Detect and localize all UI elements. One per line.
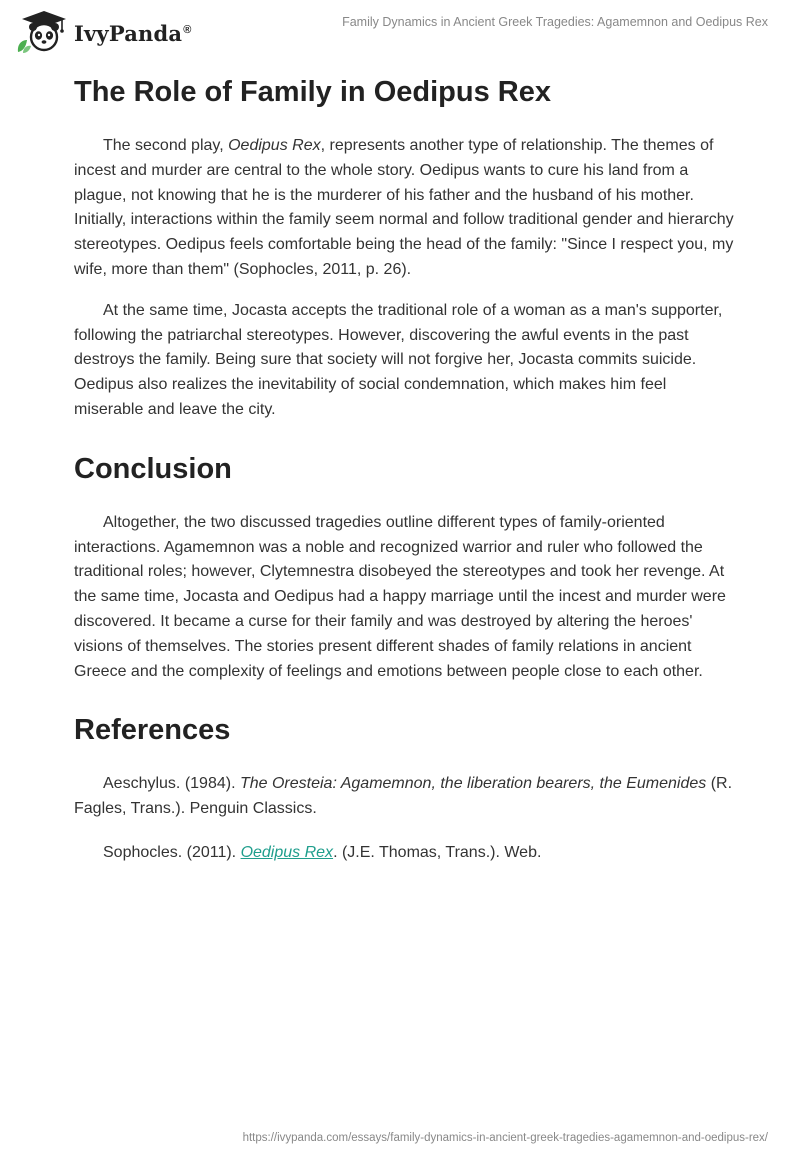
reference-item: Aeschylus. (1984). The Oresteia: Agamemnon, the liberation bearers, the Eumenides (R. Fagles, Trans.). Penguin Classics. — [74, 775, 733, 818]
page-header — [0, 0, 800, 60]
reference-title: The Oresteia: Agamemnon, the liberation bearers, the Eumenides — [239, 775, 707, 793]
oedipus-rex-link[interactable]: Oedipus Rex — [240, 843, 334, 861]
section-heading-references: References — [74, 714, 231, 747]
section-heading-role-of-family: The Role of Family in Oedipus Rex — [74, 76, 551, 108]
panda-graduate-icon — [14, 8, 70, 54]
footer-url[interactable]: https://ivypanda.com/essays/family-dynamics-in-ancient-greek-tragedies-agamemnon-and-oedipus-rex/ — [242, 1132, 768, 1144]
play-title: Oedipus Rex — [228, 137, 321, 154]
registered-mark: ® — [183, 23, 192, 36]
section-heading-conclusion: Conclusion — [74, 452, 232, 485]
essay-content — [74, 70, 734, 885]
paragraph: Altogether, the two discussed tragedies outline different types of family-oriented interactions. Agamemnon was a noble and recognized warrior and ruler who followed the traditional roles; however, Clytemnestra disobeyed the stereotypes and took her revenge. At the same time, Jocasta and Oedipus had a happy marriage until the incest and murder were discovered. It became a curse for their family and was destroyed by altering the heroes' visions of themselves. The stories present different shades of family relations in ancient Greece and the complexity of feelings and emotions between people close to each other. — [74, 513, 726, 680]
logo-text: IvyPanda® — [74, 20, 192, 46]
paragraph: At the same time, Jocasta accepts the traditional role of a woman as a man's supporter, following the patriarchal stereotypes. However, discovering the awful events in the past destroys the family. Being sure that society will not forgive her, Jocasta commits suicide. Oedipus also realizes the inevitability of social condemnation, which makes him feel miserable and leave the city. — [74, 301, 723, 418]
document-title: Family Dynamics in Ancient Greek Tragedies: Agamemnon and Oedipus Rex — [342, 15, 768, 29]
paragraph: The second play, Oedipus Rex, represents another type of relationship. The themes of incest and murder are central to the whole story. Oedipus wants to cure his land from a plague, not knowing that he is the murderer of his father and the husband of his mother. Initially, interactions within the family seem normal and follow traditional gender and hierarchy stereotypes. Oedipus feels comfortable being the head of the family: "Since I respect you, my wife, more than them" (Sophocles, 2011, p. 26). — [74, 137, 734, 278]
ivypanda-logo[interactable] — [14, 8, 192, 54]
reference-item: Sophocles. (2011). Oedipus Rex. (J.E. Thomas, Trans.). Web. — [103, 843, 542, 861]
